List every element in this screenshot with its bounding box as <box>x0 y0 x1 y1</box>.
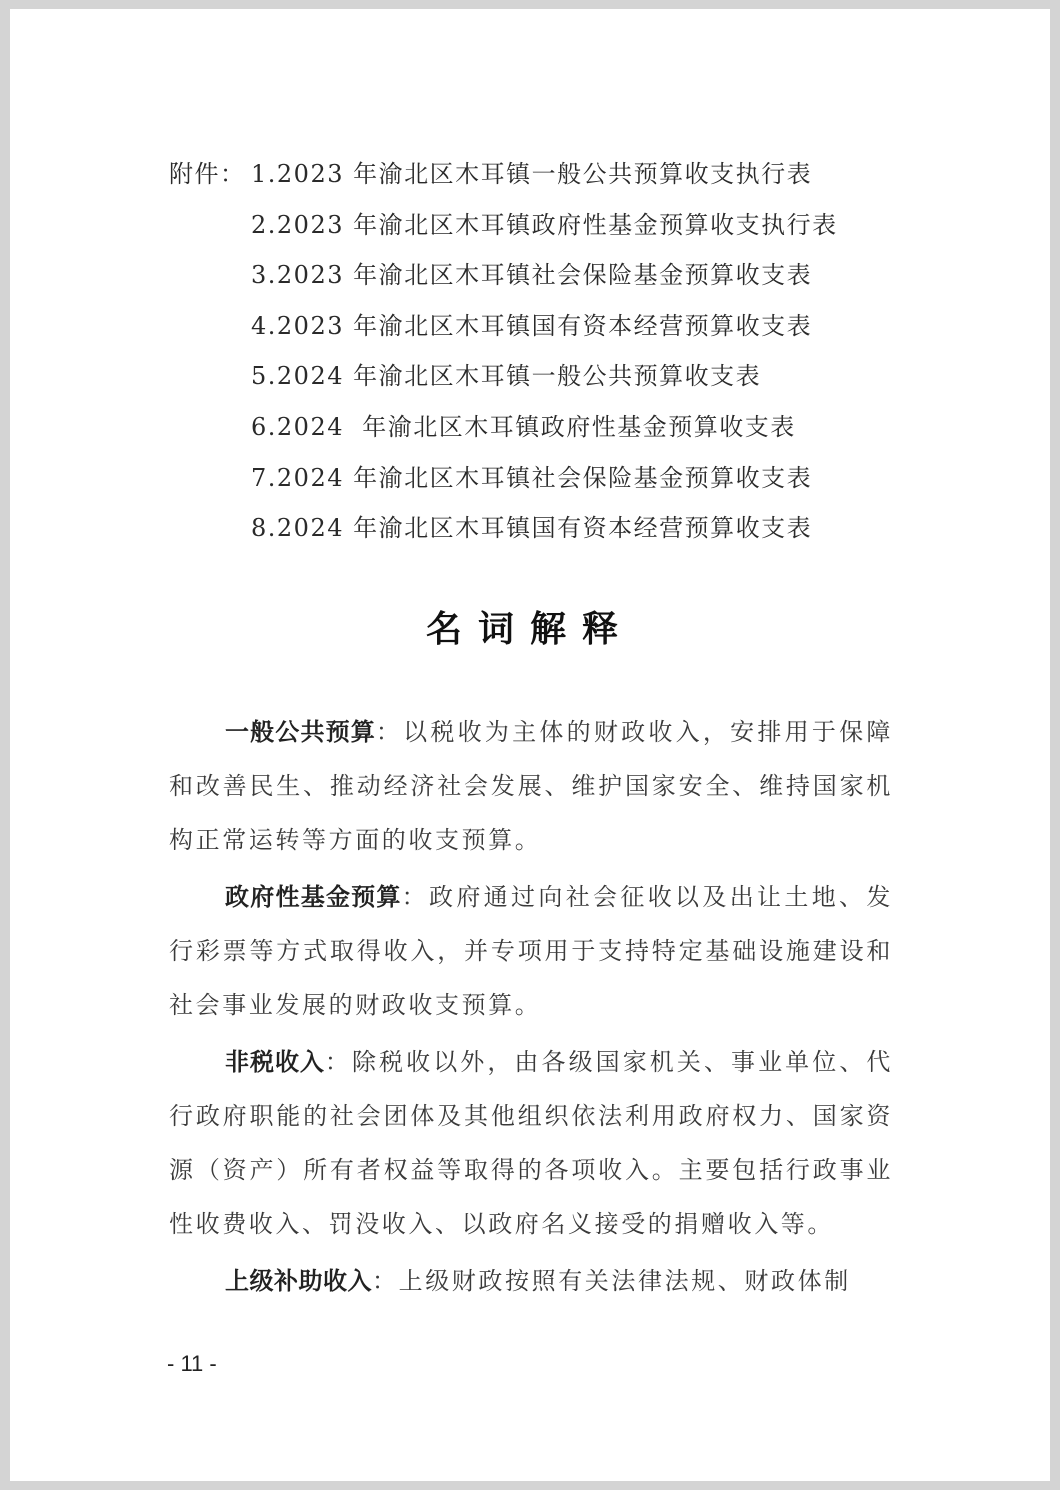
page-number: - 11 - <box>167 1351 217 1376</box>
glossary-definition: ：除税收以外，由各级国家机关、事业单位、代行政府职能的社会团体及其他组织依法利用政府权力、国家资源（资产）所有者权益等取得的各项收入。主要包括行政事业性收费收入、罚没收入、以政府名义接受的捐赠收入等。 <box>169 1048 893 1238</box>
glossary-term: 非税收入 <box>225 1048 325 1076</box>
attachment-item-text: 2.2023 年渝北区木耳镇政府性基金预算收支执行表 <box>251 210 838 239</box>
glossary-entry <box>169 1035 893 1251</box>
attachment-item <box>169 402 838 453</box>
attachment-item-text: 4.2023 年渝北区木耳镇国有资本经营预算收支表 <box>251 311 813 340</box>
glossary-term: 上级补助收入 <box>225 1267 372 1295</box>
glossary-entry <box>169 1254 893 1308</box>
attachment-item <box>169 453 838 504</box>
attachment-item-text: 3.2023 年渝北区木耳镇社会保险基金预算收支表 <box>251 261 813 290</box>
attachment-item <box>169 250 838 301</box>
attachment-item <box>169 351 838 402</box>
attachment-item <box>169 503 838 554</box>
attachment-item <box>169 301 838 352</box>
glossary-definition: ：政府通过向社会征收以及出让土地、发行彩票等方式取得收入，并专项用于支持特定基础设施建设和社会事业发展的财政收支预算。 <box>169 883 893 1019</box>
attachment-item-text: 8.2024 年渝北区木耳镇国有资本经营预算收支表 <box>251 514 813 543</box>
section-title: 名词解释 <box>425 609 634 650</box>
glossary-term: 政府性基金预算 <box>225 883 402 911</box>
attachment-item <box>169 149 838 200</box>
glossary-term: 一般公共预算 <box>225 718 376 746</box>
attachment-item-text: 5.2024 年渝北区木耳镇一般公共预算收支表 <box>251 362 762 391</box>
attachment-item <box>169 200 838 251</box>
glossary-definition: ：上级财政按照有关法律法规、财政体制 <box>372 1267 851 1295</box>
glossary-list <box>169 681 893 1308</box>
attachment-item-text: 7.2024 年渝北区木耳镇社会保险基金预算收支表 <box>251 463 813 492</box>
document-page <box>10 9 1050 1481</box>
attachment-label: 附件： <box>169 160 246 188</box>
glossary-definition: ：以税收为主体的财政收入，安排用于保障和改善民生、推动经济社会发展、维护国家安全、维持国家机构正常运转等方面的收支预算。 <box>169 718 893 854</box>
attachment-item-text: 6.2024 年渝北区木耳镇政府性基金预算收支表 <box>251 412 796 441</box>
attachment-item-text: 1.2023 年渝北区木耳镇一般公共预算收支执行表 <box>251 160 813 188</box>
glossary-entry <box>169 705 893 867</box>
glossary-entry <box>169 870 893 1032</box>
attachment-list <box>169 149 838 554</box>
